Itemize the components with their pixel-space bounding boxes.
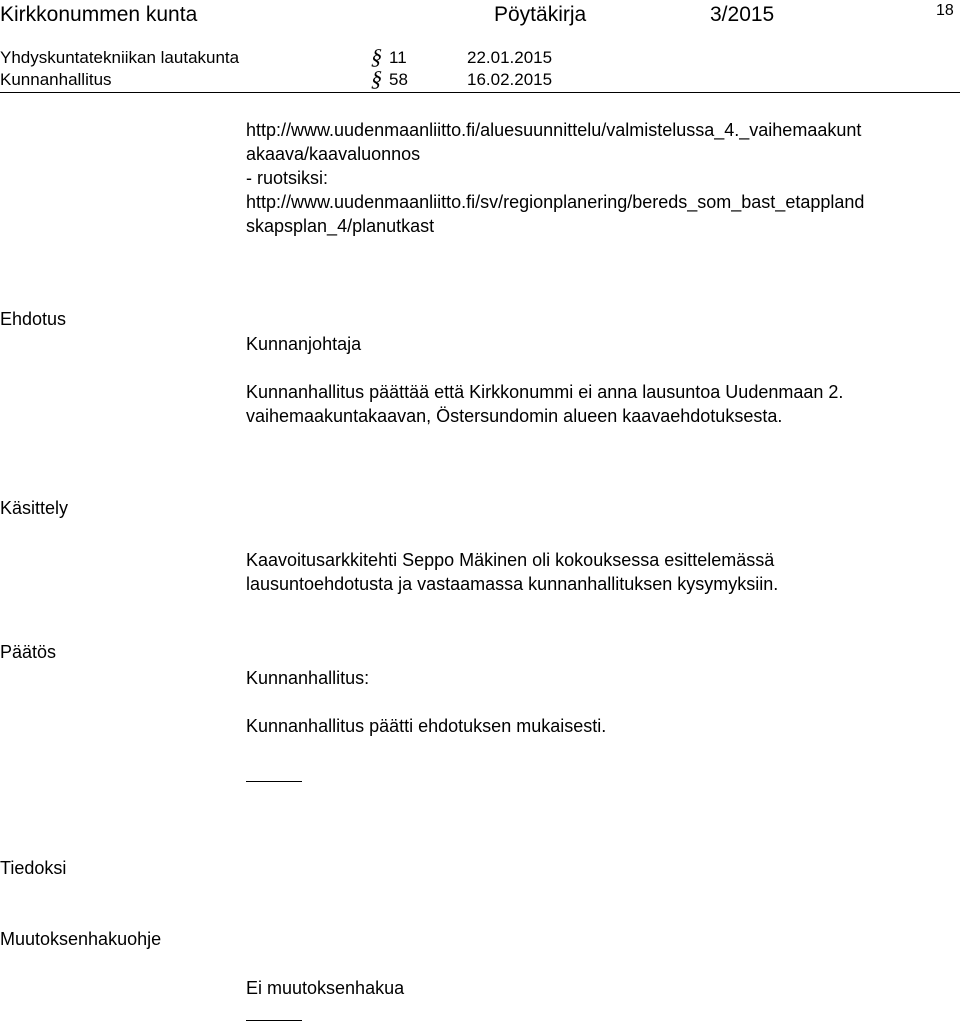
ehdotus-line-2: vaihemaakuntakaavan, Östersundomin alueen kaavaehdotuksesta. <box>246 406 783 426</box>
paatos-text: Kunnanhallitus päätti ehdotuksen mukaisesti. <box>246 716 607 736</box>
section-label-paatos: Päätös <box>0 642 57 662</box>
ehdotus-author: Kunnanjohtaja <box>246 334 362 354</box>
kasittely-line-2: lausuntoehdotusta ja vastaamassa kunnanhallituksen kysymyksiin. <box>246 574 779 594</box>
org-name: Kirkkonummen kunta <box>0 3 198 26</box>
doc-type: Pöytäkirja <box>494 3 587 26</box>
link-line-3: - ruotsiksi: <box>246 168 329 188</box>
body-name-1: Yhdyskuntatekniikan lautakunta <box>0 48 240 67</box>
link-line-5: skapsplan_4/planutkast <box>246 216 435 236</box>
paatos-author: Kunnanhallitus: <box>246 668 370 688</box>
doc-number: 3/2015 <box>710 3 775 26</box>
body-date-2: 16.02.2015 <box>467 70 553 89</box>
kasittely-line-1: Kaavoitusarkkitehti Seppo Mäkinen oli kokouksessa esittelemässä <box>246 550 775 570</box>
link-line-1: http://www.uudenmaanliitto.fi/aluesuunnittelu/valmistelussa_4._vaihemaakunt <box>246 120 862 140</box>
section-label-kasittely: Käsittely <box>0 498 69 518</box>
body-section-number-1: 11 <box>389 48 407 67</box>
page-number: 18 <box>936 2 954 19</box>
body-name-2: Kunnanhallitus <box>0 70 112 89</box>
section-end-rule <box>246 781 302 782</box>
body-date-1: 22.01.2015 <box>467 48 553 67</box>
muutoksenhaku-text: Ei muutoksenhakua <box>246 978 405 998</box>
svg-text:§: § <box>368 66 386 91</box>
header-divider <box>0 92 960 93</box>
section-icon <box>368 66 388 91</box>
section-end-rule <box>246 1020 302 1021</box>
section-label-tiedoksi: Tiedoksi <box>0 858 67 878</box>
body-section-number-2: 58 <box>389 70 408 89</box>
section-label-ehdotus: Ehdotus <box>0 309 67 329</box>
ehdotus-line-1: Kunnanhallitus päättää että Kirkkonummi ei anna lausuntoa Uudenmaan 2. <box>246 382 844 402</box>
link-line-2: akaava/kaavaluonnos <box>246 144 421 164</box>
link-line-4: http://www.uudenmaanliitto.fi/sv/regionplanering/bereds_som_bast_etappland <box>246 192 865 212</box>
section-label-muutoksenhaku: Muutoksenhakuohje <box>0 929 162 949</box>
svg-text:§: § <box>368 44 386 69</box>
